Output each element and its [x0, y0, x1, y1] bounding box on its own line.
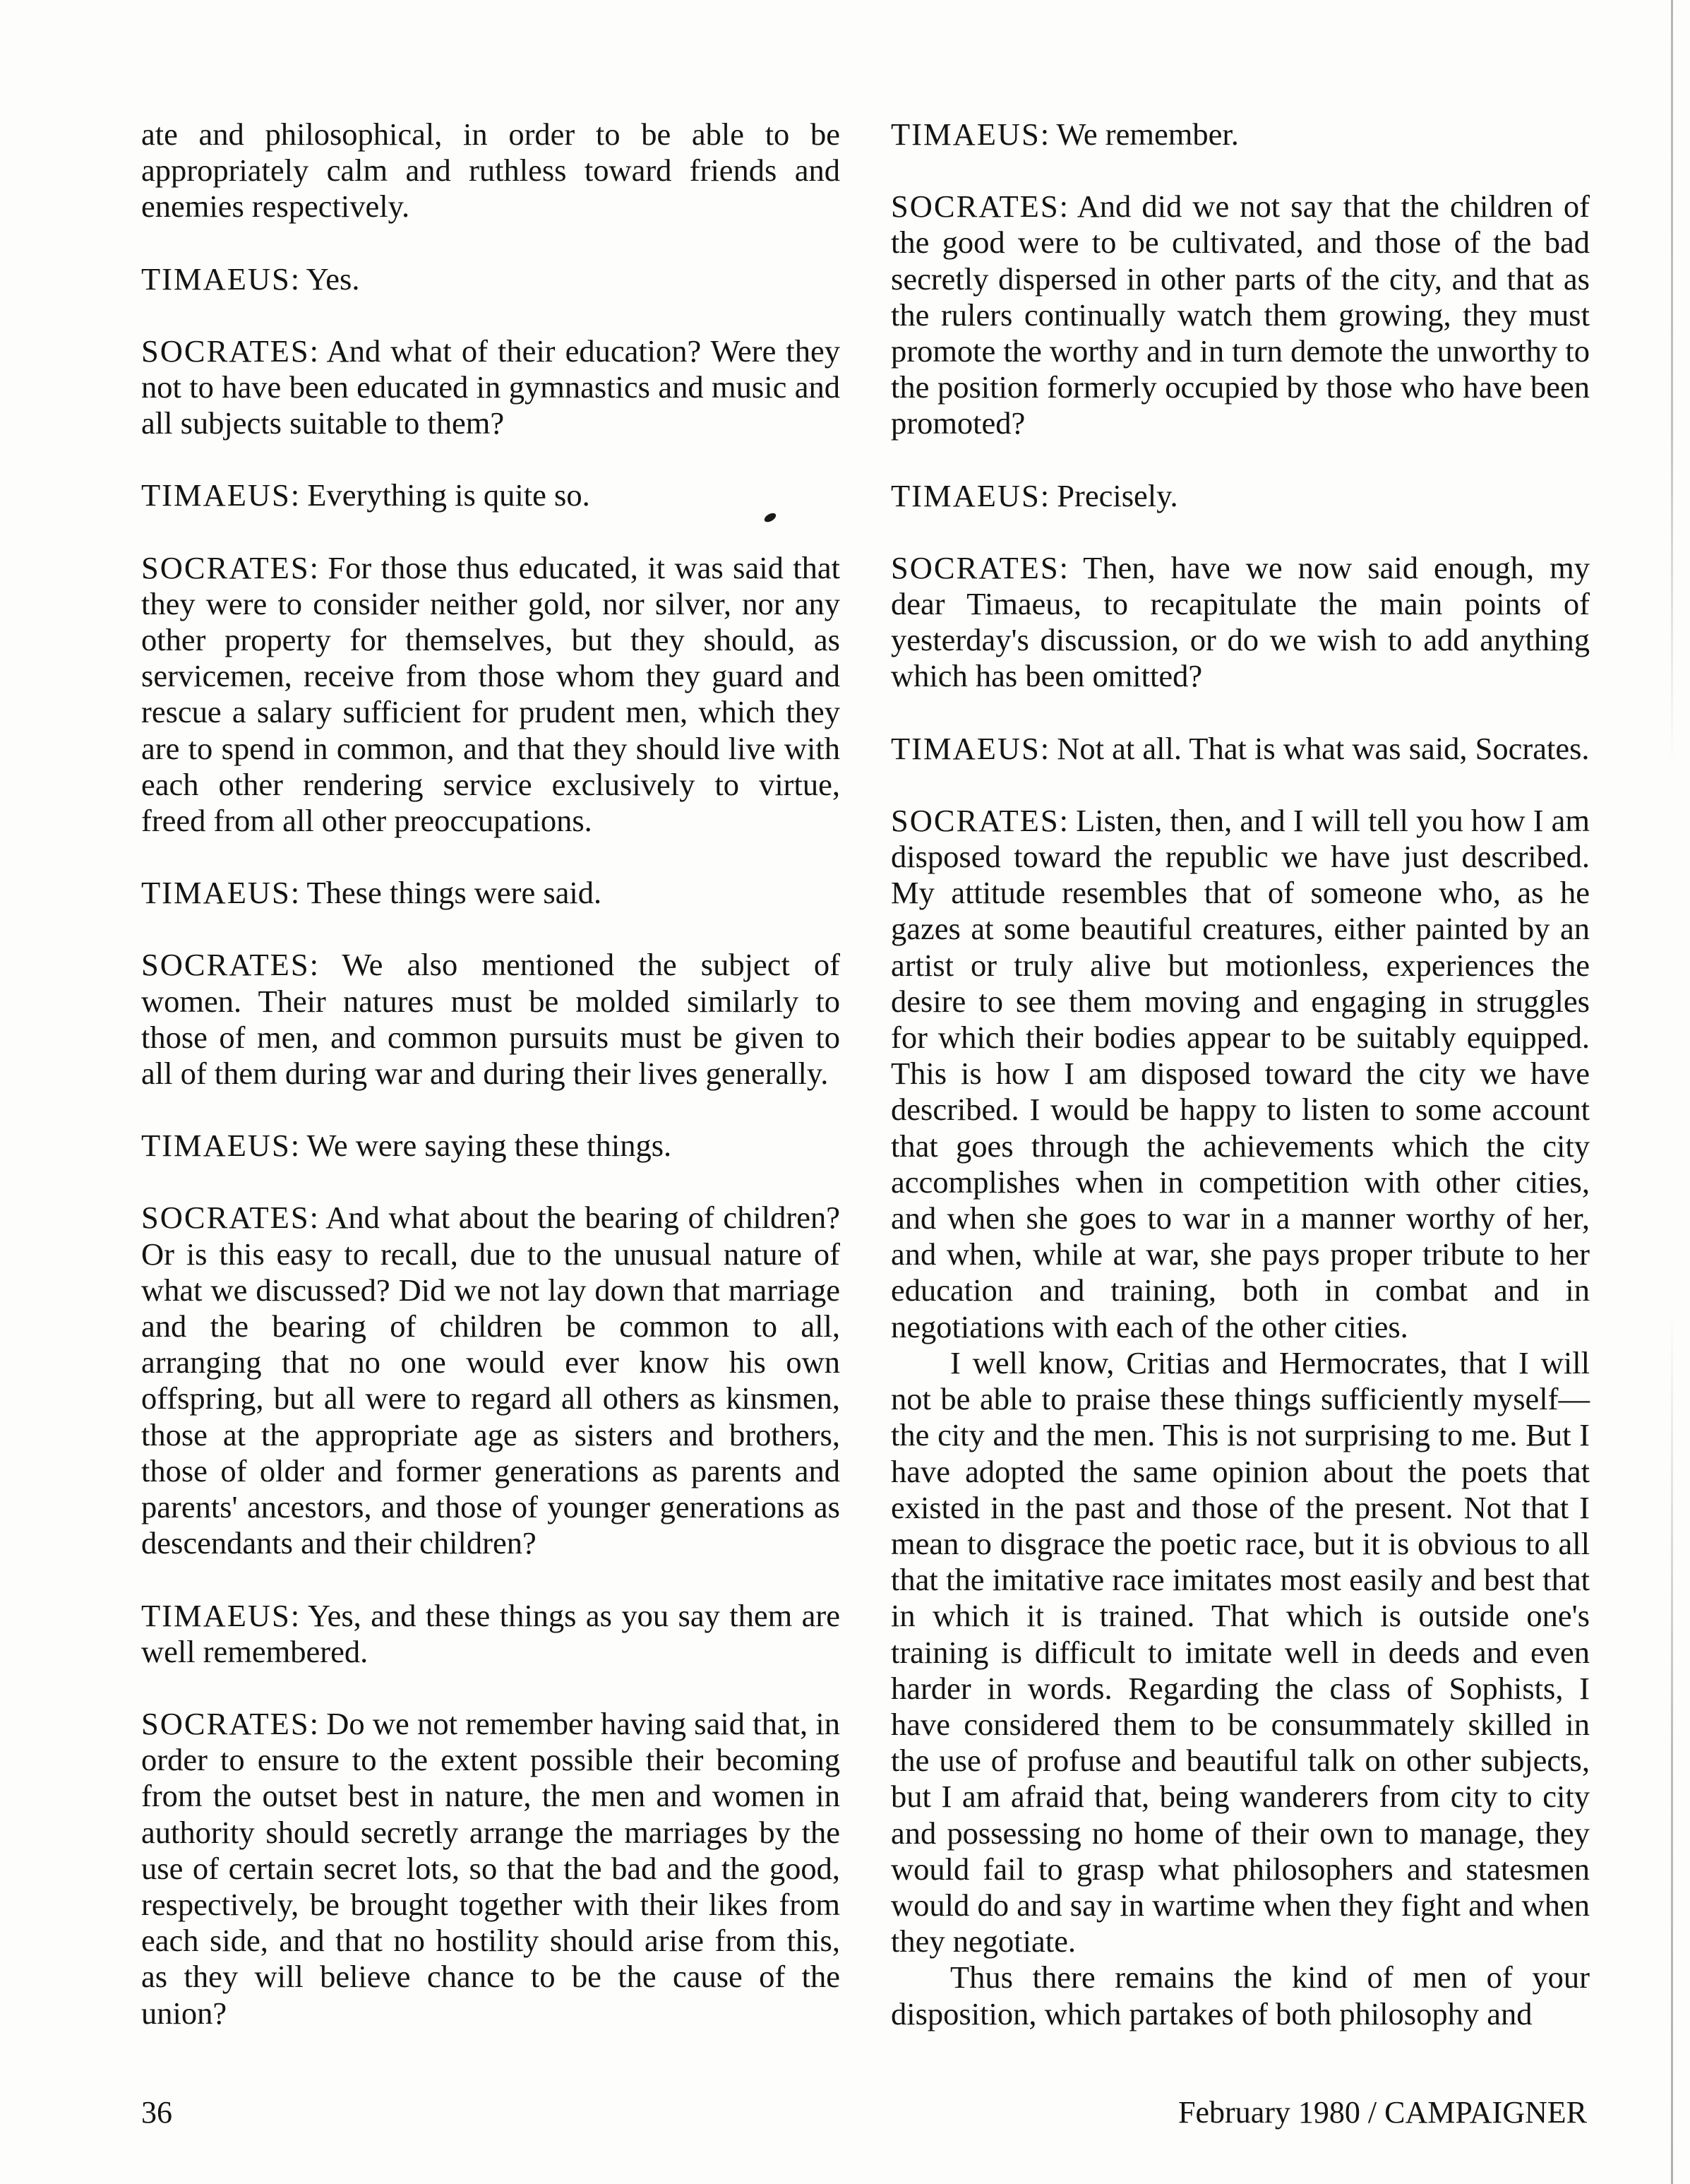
speaker-name: TIMAEUS	[891, 730, 1041, 766]
dialogue-text: : Precisely.	[1040, 477, 1178, 513]
dialogue-text: : Then, have we now said enough, my dear Timaeus, to recapitulate the main points of yesterday's discussion, or do we wish to add anything which has been omitted?	[891, 549, 1590, 694]
dialogue-text: : Not at all. That is what was said, Socrates.	[1040, 730, 1590, 766]
speaker-name: SOCRATES	[141, 1200, 310, 1236]
dialogue-line	[891, 550, 1590, 695]
dialogue-line	[891, 478, 1590, 514]
speaker-name: TIMAEUS	[141, 477, 291, 513]
dialogue-line	[141, 1200, 840, 1561]
speaker-name: SOCRATES	[141, 1705, 310, 1741]
speaker-name: SOCRATES	[891, 189, 1060, 225]
dialogue-line	[891, 731, 1590, 767]
dialogue-text: : Listen, then, and I will tell you how I am disposed toward the republic we have just described. My attitude resembles that of someone who, as he gazes at some beautiful creatures, either painted by an artist or truly alive but motionless, experiences the desire to see them moving and engaging in struggles for which their bodies appear to be suitably equipped. This is how I am disposed toward the city we have described. I would be happy to listen to some account that goes through the achievements which the city accomplishes when in competition with other cities, and when she goes to war in a manner worthy of her, and when, while at war, she pays proper tribute to her education and training, both in combat and in negotiations with each of the other cities.	[891, 802, 1590, 1344]
speaker-name: TIMAEUS	[141, 1597, 291, 1633]
dialogue-line	[141, 477, 840, 513]
paragraph-continuation: ate and philosophical, in order to be able to be appropriately calm and ruthless toward friends and enemies respectively.	[141, 117, 840, 225]
dialogue-line	[141, 947, 840, 1092]
speaker-name: TIMAEUS	[891, 117, 1041, 152]
dialogue-text: : And what about the bearing of children? Or is this easy to recall, due to the unusual nature of what we discussed? Did we not lay down that marriage and the bearing of children be common to all, arranging that no one would ever know his own offspring, but all were to regard all others as kinsmen, those at the appropriate age as sisters and brothers, those of older and former generations as parents and parents' ancestors, and those of younger generations as descendants and their children?	[141, 1200, 840, 1561]
dialogue-line	[141, 333, 840, 442]
speaker-name: TIMAEUS	[891, 477, 1041, 513]
speaker-name: TIMAEUS	[141, 261, 291, 297]
page-number: 36	[141, 2095, 172, 2130]
dialogue-text: : We were saying these things.	[290, 1128, 672, 1164]
dialogue-text: : Everything is quite so.	[290, 477, 590, 513]
speaker-name: SOCRATES	[891, 549, 1060, 585]
speaker-name: SOCRATES	[141, 947, 310, 983]
dialogue-text: : For those thus educated, it was said that they were to consider neither gold, nor silver, nor any other property for themselves, but they should, as servicemen, receive from those whom they guard and rescue a salary sufficient for prudent men, which they are to spend in common, and that they should live with each other rendering service exclusively to virtue, freed from all other preoccupations.	[141, 549, 840, 839]
dialogue-line	[891, 803, 1590, 1345]
speaker-name: TIMAEUS	[141, 1128, 291, 1164]
dialogue-line	[141, 1706, 840, 2031]
dialogue-text: : Yes.	[290, 261, 360, 297]
dialogue-text: : These things were said.	[290, 875, 602, 911]
dialogue-line	[891, 189, 1590, 441]
left-column	[141, 117, 840, 2067]
dialogue-text: : Yes, and these things as you say them are well remembered.	[141, 1597, 840, 1669]
dialogue-line	[141, 1128, 840, 1164]
dialogue-line	[141, 1598, 840, 1670]
dialogue-text: : Do we not remember having said that, in order to ensure to the extent possible their becoming from the outset best in nature, the men and women in authority should secretly arrange the marriages by the use of certain secret lots, so that the bad and the good, respectively, be brought together with their likes from each side, and that no hostility should arise from this, as they will believe chance to be the cause of the union?	[141, 1705, 840, 2031]
speaker-name: TIMAEUS	[141, 875, 291, 911]
dialogue-text: : We remember.	[1040, 117, 1239, 152]
indented-paragraph: Thus there remains the kind of men of your disposition, which partakes of both philosophy and	[891, 1959, 1590, 2031]
speaker-name: SOCRATES	[891, 802, 1060, 838]
dialogue-line	[141, 261, 840, 297]
dialogue-text: : And did we not say that the children of the good were to be cultivated, and those of the bad secretly dispersed in other parts of the city, and that as the rulers continually watch them growing, they must promote the worthy and in turn demote the unworthy to the position formerly occupied by those who have been promoted?	[891, 189, 1590, 441]
speaker-name: SOCRATES	[141, 549, 310, 585]
dialogue-text: : We also mentioned the subject of women. Their natures must be molded similarly to those of men, and common pursuits must be given to all of them during war and during their lives generally.	[141, 947, 840, 1092]
dialogue-line	[141, 550, 840, 840]
right-column	[891, 117, 1590, 2032]
dialogue-line	[141, 875, 840, 911]
dialogue-line	[891, 117, 1590, 153]
page-edge-shadow	[1671, 0, 1673, 2184]
speaker-name: SOCRATES	[141, 333, 310, 369]
dialogue-text: : And what of their education? Were they not to have been educated in gymnastics and music and all subjects suitable to them?	[141, 333, 840, 441]
indented-paragraph: I well know, Critias and Hermocrates, that I will not be able to praise these things sufficiently myself— the city and the men. This is not surprising to me. But I have adopted the same opinion about the poets that existed in the past and those of the present. Not that I mean to disgrace the poetic race, but it is obvious to all that the imitative race imitates most easily and best that in which it is trained. That which is outside one's training is difficult to imitate well in deeds and even harder in words. Regarding the class of Sophists, I have considered them to be consummately skilled in the use of profuse and beautiful talk on other subjects, but I am afraid that, being wanderers from city to city and possessing no home of their own to manage, they would fail to grasp what philosophers and statesmen would do and say in wartime when they fight and when they negotiate.	[891, 1344, 1590, 1959]
running-footer: February 1980 / CAMPAIGNER	[1178, 2095, 1587, 2130]
